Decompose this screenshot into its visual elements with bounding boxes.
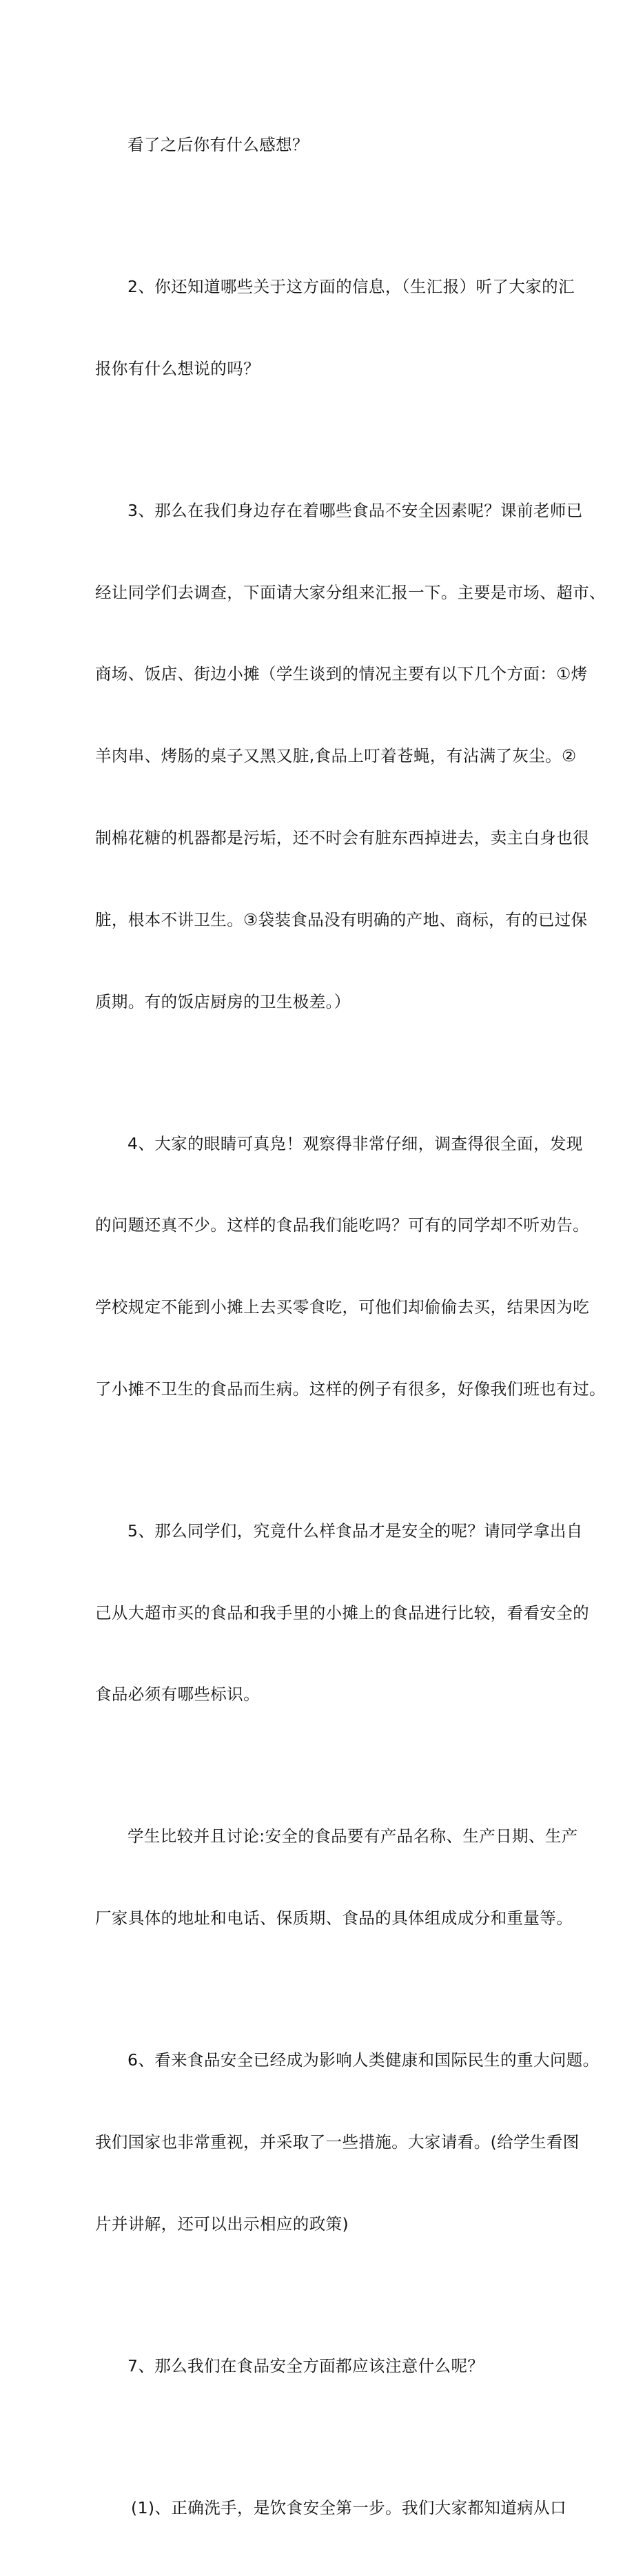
paragraph-item-6 (95, 1992, 600, 2293)
text-line: (1)、正确洗手，是饮食安全第一步。我们大家都知道病从口 (131, 2497, 566, 2517)
text-line: 我们国家也非常重视，并采取了一些措施。大家请看。(给学生看图 (95, 2132, 580, 2152)
paragraph-item-4 (95, 1075, 606, 1457)
paragraph-student-discussion (95, 1769, 578, 1987)
document-body (95, 77, 606, 2576)
text-line: 经让同学们去调查，下面请大家分组来汇报一下。主要是市场、超市、 (95, 582, 606, 602)
paragraph-item-3 (95, 443, 606, 1071)
text-line: 的问题还真不少。这样的食品我们能吃吗？可有的同学却不听劝告。 (95, 1215, 589, 1235)
text-line: 报你有什么想说的吗？ (95, 358, 260, 378)
text-line: 2、你还知道哪些关于这方面的信息，（生汇报）听了大家的汇 (127, 277, 575, 297)
text-line: 羊肉串、烤肠的桌子又黑又脏,食品上叮着苍蝇，有沾满了灰尘。② (95, 746, 577, 766)
text-line: 7、那么我们在食品安全方面都应该注意什么呢？ (127, 2356, 484, 2376)
text-line: 3、那么在我们身边存在着哪些食品不安全因素呢？课前老师已 (127, 500, 583, 520)
text-line: 己从大超市买的食品和我手里的小摊上的食品进行比较，看看安全的 (95, 1603, 589, 1622)
paragraph-intro-question (95, 77, 544, 214)
text-line: 脏，根本不讲卫生。③袋装食品没有明确的产地、商标，有的已过保 (95, 909, 588, 929)
text-line: 学校规定不能到小摊上去买零食吃，可他们却偷偷去买，结果因为吃 (95, 1297, 589, 1317)
text-line: 片并讲解，还可以出示相应的政策) (95, 2214, 349, 2234)
text-line: 质期。有的饭店厨房的卫生极差。） (95, 991, 351, 1011)
paragraph-item-7 (95, 2298, 544, 2435)
text-line: 厂家具体的地址和电话、保质期、食品的具体组成成分和重量等。 (95, 1908, 573, 1928)
text-line: 了小摊不卫生的食品而生病。这样的例子有很多，好像我们班也有过。 (95, 1379, 606, 1399)
text-line: 看了之后你有什么感想？ (127, 135, 309, 155)
paragraph-item-7-1 (95, 2440, 566, 2576)
text-line: 5、那么同学们，究竟什么样食品才是安全的呢？请同学拿出自 (127, 1521, 583, 1541)
text-line: 6、看来食品安全已经成为影响人类健康和国际民生的重大问题。 (127, 2050, 600, 2070)
text-line: 4、大家的眼睛可真凫！观察得非常仔细，调查得很全面，发现 (127, 1133, 583, 1153)
text-line: 学生比较并且讨论:安全的食品要有产品名称、生产日期、生产 (127, 1826, 578, 1846)
paragraph-item-2 (95, 219, 575, 437)
text-line: 制棉花糖的机器都是污垢，还不时会有脏东西掉进去，卖主白身也很 (95, 828, 589, 848)
text-line: 商场、饭店、街边小摊（学生谈到的情况主要有以下几个方面：①烤 (95, 664, 588, 684)
text-line: 食品必须有哪些标识。 (95, 1684, 260, 1704)
paragraph-item-5 (95, 1463, 589, 1764)
